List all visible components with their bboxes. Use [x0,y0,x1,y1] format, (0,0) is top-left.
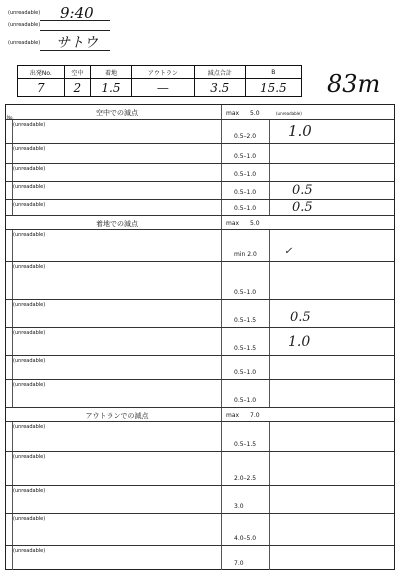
landing-item-1-points [269,230,330,261]
landing-item-2-no [6,262,13,299]
air-item-4-range-cell [221,182,270,199]
landing-item-3-range: 0.5–1.5 [234,317,257,324]
outrun-item-4-desc: (unreadable) [13,516,46,522]
air-item-3-no [6,164,13,181]
landing-item-6 [6,379,394,407]
air-item-5-no [6,200,13,215]
outrun-item-5 [6,545,394,570]
air-item-4-range: 0.5–1.0 [234,189,257,196]
air-item-1-mark: 1.0 [288,122,312,140]
outrun-item-2-range-cell [221,452,270,485]
air-item-1-no [6,120,13,143]
landing-item-1 [6,229,394,261]
outrun-item-1-range: 0.5–1.5 [234,441,257,448]
landing-item-6-range-cell [221,380,270,407]
air-item-4 [6,181,394,199]
total-distance-mark: 83m [327,70,381,98]
section-air-title: 空中での減点 [96,109,138,117]
header-field-1-label: (unreadable) [8,10,41,16]
outrun-item-3-no [6,486,13,513]
sheet-judge-col-label: (unreadable) [276,111,302,116]
landing-item-2-range-cell [221,262,270,299]
landing-item-4 [6,327,394,355]
landing-item-5-points [269,356,330,379]
outrun-item-4-points [269,514,330,545]
landing-item-4-no [6,328,13,355]
section-air-max [221,105,270,119]
score-col-landing: 着地 [91,66,132,79]
air-item-5 [6,199,394,215]
score-table [17,65,302,97]
air-item-5-desc: (unreadable) [13,202,46,208]
section-air-max-value: 5.0 [250,110,260,117]
landing-item-5-desc: (unreadable) [13,358,46,364]
air-item-3-range: 0.5–1.0 [234,171,257,178]
score-val-b: 15.5 [245,79,301,97]
section-outrun-title: アウトランでの減点 [85,412,149,420]
landing-item-3-mark: 0.5 [290,310,311,325]
outrun-item-2-points [269,452,330,485]
outrun-item-3-range-cell [221,486,270,513]
outrun-item-4 [6,513,394,545]
air-item-3-desc: (unreadable) [13,166,46,172]
air-item-4-points [269,182,330,199]
landing-item-3-desc: (unreadable) [13,302,46,308]
outrun-item-2 [6,451,394,485]
air-item-2-range: 0.5–1.0 [234,153,257,160]
landing-item-5-no [6,356,13,379]
section-landing-max-label: max [226,220,240,227]
air-item-2-range-cell [221,144,270,163]
outrun-item-5-no [6,546,13,570]
header-field-1-line [40,20,110,21]
score-col-outrun: アウトラン [131,66,194,79]
outrun-item-3-desc: (unreadable) [13,488,46,494]
air-item-1-range-cell [221,120,270,143]
landing-item-2-points [269,262,330,299]
outrun-item-2-no [6,452,13,485]
air-item-4-no [6,182,13,199]
air-item-3 [6,163,394,181]
score-col-air: 空中 [64,66,90,79]
landing-item-1-mark: ✓ [284,246,293,257]
outrun-item-1-no [6,422,13,451]
air-item-3-range-cell [221,164,270,181]
air-item-1 [6,119,394,143]
section-landing-title: 着地での減点 [96,220,138,228]
air-item-4-mark: 0.5 [292,183,313,198]
air-item-2-desc: (unreadable) [13,146,46,152]
landing-item-1-desc: (unreadable) [13,232,46,238]
outrun-item-4-no [6,514,13,545]
outrun-item-1-range-cell [221,422,270,451]
outrun-item-5-points [269,546,330,570]
outrun-item-2-range: 2.0–2.5 [234,475,257,482]
landing-item-2-range: 0.5–1.0 [234,289,257,296]
score-col-start-no: 出発No. [18,66,65,79]
section-landing-max-value: 5.0 [250,220,260,227]
header-field-3-label: (unreadable) [8,40,41,46]
score-col-total-deduction: 減点合計 [194,66,245,79]
landing-item-4-range-cell [221,328,270,355]
header-field-1-value: 9:40 [60,4,94,22]
air-item-3-points [269,164,330,181]
outrun-item-4-range: 4.0–5.0 [234,535,257,542]
landing-item-1-no [6,230,13,261]
air-item-5-mark: 0.5 [292,200,313,215]
landing-item-1-range: min 2.0 [234,251,257,258]
score-val-air: 2 [64,79,90,97]
header-field-2-line [40,30,110,31]
air-item-1-range: 0.5–2.0 [234,133,257,140]
landing-item-5 [6,355,394,379]
landing-item-3-points [269,300,330,327]
landing-item-2-desc: (unreadable) [13,264,46,270]
landing-item-4-desc: (unreadable) [13,330,46,336]
air-item-1-points [269,120,330,143]
landing-item-3 [6,299,394,327]
landing-item-6-desc: (unreadable) [13,382,46,388]
outrun-item-2-desc: (unreadable) [13,454,46,460]
air-item-2-points [269,144,330,163]
landing-item-6-points [269,380,330,407]
outrun-item-5-range-cell [221,546,270,570]
header-field-1 [8,10,40,16]
outrun-item-3-points [269,486,330,513]
section-outrun-max [221,408,270,421]
air-item-5-range-cell [221,200,270,215]
section-outrun-header [6,407,394,421]
score-val-landing: 1.5 [91,79,132,97]
air-item-4-desc: (unreadable) [13,184,46,190]
header-field-2-label: (unreadable) [8,22,41,28]
score-col-b: B [245,66,301,79]
outrun-item-5-desc: (unreadable) [13,548,46,554]
air-item-5-points [269,200,330,215]
header-field-3 [8,40,40,46]
outrun-item-3 [6,485,394,513]
outrun-item-1 [6,421,394,451]
landing-item-6-no [6,380,13,407]
outrun-item-1-points [269,422,330,451]
landing-item-3-range-cell [221,300,270,327]
landing-item-1-range-cell [221,230,270,261]
section-landing-max [221,216,270,229]
header-field-3-line [40,50,110,51]
score-val-start-no: 7 [18,79,65,97]
landing-item-6-range: 0.5–1.0 [234,397,257,404]
section-landing-header [6,215,394,229]
score-val-outrun: — [131,79,194,97]
score-val-total-deduction: 3.5 [194,79,245,97]
landing-item-4-mark: 1.0 [288,334,311,350]
section-air-header [6,105,394,119]
landing-item-3-no [6,300,13,327]
air-item-5-range: 0.5–1.0 [234,205,257,212]
landing-item-5-range: 0.5–1.0 [234,369,257,376]
outrun-item-4-range-cell [221,514,270,545]
deduction-sheet [5,104,395,570]
outrun-item-1-desc: (unreadable) [13,424,46,430]
outrun-item-5-range: 7.0 [234,560,244,567]
sheet-no-label: No. [7,115,14,120]
outrun-item-3-range: 3.0 [234,503,244,510]
landing-item-5-range-cell [221,356,270,379]
air-item-1-desc: (unreadable) [13,122,46,128]
header-field-3-value: サトウ [56,35,98,51]
air-item-2-no [6,144,13,163]
section-outrun-max-label: max [226,412,240,419]
section-air-max-label: max [226,110,240,117]
landing-item-4-range: 0.5–1.5 [234,345,257,352]
landing-item-4-points [269,328,330,355]
section-outrun-max-value: 7.0 [250,412,260,419]
header-field-2 [8,22,40,28]
air-item-2 [6,143,394,163]
landing-item-2 [6,261,394,299]
